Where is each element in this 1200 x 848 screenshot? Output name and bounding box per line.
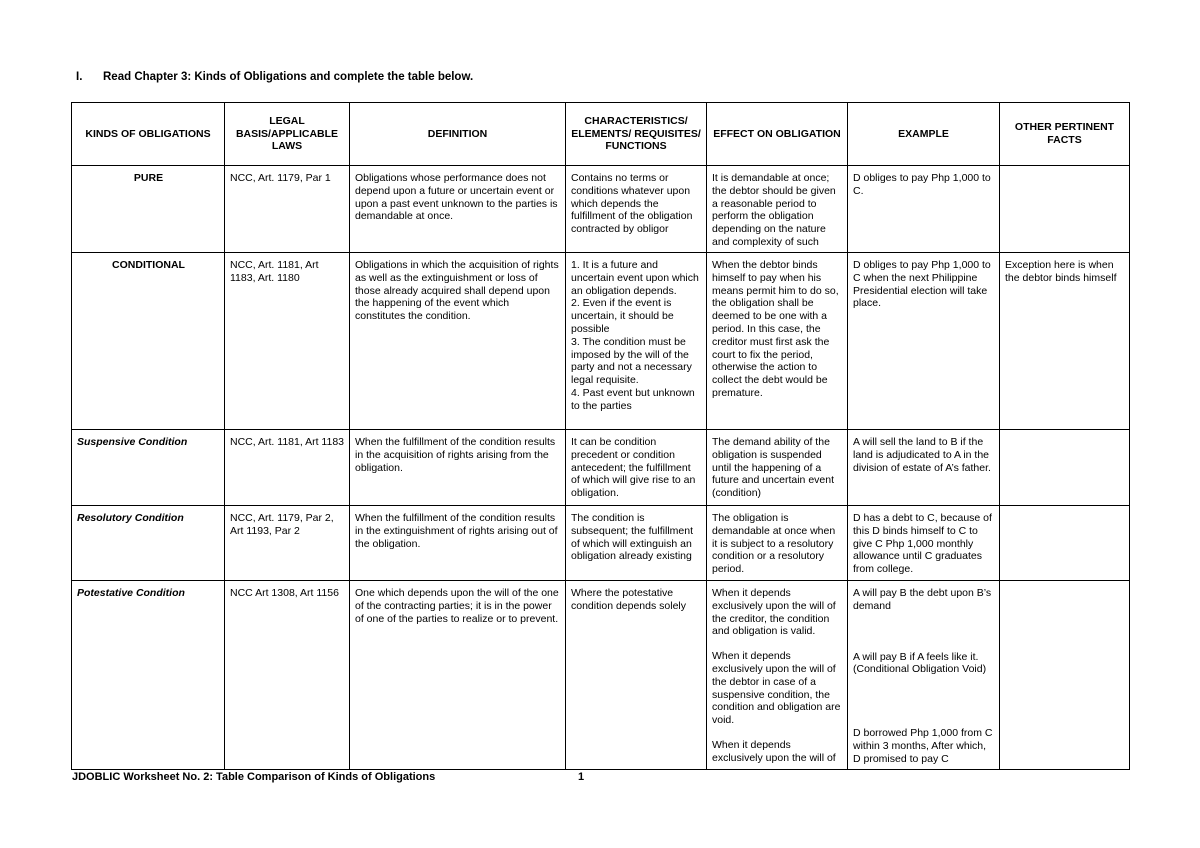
legal-basis-cell: NCC, Art. 1179, Par 2, Art 1193, Par 2 <box>225 506 350 581</box>
definition-cell: One which depends upon the will of the one of the contracting parties; it is in the power of one of the parties to realize or to prevent. <box>350 581 566 770</box>
example-paragraph: D borrowed Php 1,000 from C within 3 months, After which, D promised to pay C <box>853 727 993 765</box>
example-cell: D obliges to pay Php 1,000 to C when the next Philippine Presidential election will take place. <box>848 253 1000 430</box>
example-cell <box>848 581 1000 770</box>
legal-basis-cell: NCC, Art. 1181, Art 1183 <box>225 430 350 506</box>
characteristics-cell: The condition is subsequent; the fulfillment of which will extinguish an obligation already existing <box>566 506 707 581</box>
example-cell: A will sell the land to B if the land is adjudicated to A in the division of estate of A’s father. <box>848 430 1000 506</box>
header-legal-basis: LEGAL BASIS/APPLICABLE LAWS <box>225 103 350 166</box>
header-kinds: KINDS OF OBLIGATIONS <box>72 103 225 166</box>
other-facts-cell: Exception here is when the debtor binds himself <box>1000 253 1130 430</box>
characteristics-cell: 1. It is a future and uncertain event upon which an obligation depends. 2. Even if the event is uncertain, it should be possible 3. The condition must be imposed by the will of the party and not a necessary legal requisite. 4. Past event but unknown to the parties <box>566 253 707 430</box>
kind-cell: PURE <box>72 166 225 253</box>
table-row-suspensive <box>72 430 1130 506</box>
kind-cell: Suspensive Condition <box>72 430 225 506</box>
characteristics-cell: Contains no terms or conditions whatever upon which depends the fulfillment of the obligation contracted by obligor <box>566 166 707 253</box>
effect-cell <box>707 581 848 770</box>
header-characteristics: CHARACTERISTICS/ ELEMENTS/ REQUISITES/ FUNCTIONS <box>566 103 707 166</box>
table-row-conditional <box>72 253 1130 430</box>
example-cell: D has a debt to C, because of this D binds himself to C to give C Php 1,000 monthly allowance until C graduates from college. <box>848 506 1000 581</box>
definition-cell: When the fulfillment of the condition results in the acquisition of rights arising from the obligation. <box>350 430 566 506</box>
other-facts-cell <box>1000 506 1130 581</box>
table-row-potestative <box>72 581 1130 770</box>
effect-cell: It is demandable at once; the debtor should be given a reasonable period to perform the obligation depending on the nature and complexity of such <box>707 166 848 253</box>
page-number: 1 <box>578 771 585 783</box>
effect-cell: When the debtor binds himself to pay when his means permit him to do so, the obligation shall be deemed to be one with a period. In this case, the creditor must first ask the court to fix the period, otherwise the action to collect the debt would be premature. <box>707 253 848 430</box>
header-example: EXAMPLE <box>848 103 1000 166</box>
definition-cell: Obligations whose performance does not depend upon a future or uncertain event or upon a past event unknown to the parties is demandable at once. <box>350 166 566 253</box>
kind-cell: Resolutory Condition <box>72 506 225 581</box>
table-row-pure <box>72 166 1130 253</box>
example-paragraph: A will pay B the debt upon B’s demand <box>853 587 992 612</box>
characteristics-cell: It can be condition precedent or condition antecedent; the fulfillment of which will give rise to an obligation. <box>566 430 707 506</box>
legal-basis-cell: NCC Art 1308, Art 1156 <box>225 581 350 770</box>
legal-basis-cell: NCC, Art. 1181, Art 1183, Art. 1180 <box>225 253 350 430</box>
definition-cell: Obligations in which the acquisition of rights as well as the extinguishment or loss of those already acquired shall depend upon the happening of the event which constitutes the condition. <box>350 253 566 430</box>
kind-cell: CONDITIONAL <box>72 253 225 430</box>
example-paragraph: A will pay B if A feels like it. (Conditional Obligation Void) <box>853 650 987 676</box>
other-facts-cell <box>1000 430 1130 506</box>
header-other-facts: OTHER PERTINENT FACTS <box>1000 103 1130 166</box>
instruction-heading <box>76 71 473 83</box>
legal-basis-cell: NCC, Art. 1179, Par 1 <box>225 166 350 253</box>
effect-paragraph: When it depends exclusively upon the will of the debtor in case of a suspensive condition, the condition and obligation are void. <box>712 650 841 727</box>
heading-number: I. <box>76 71 83 83</box>
effect-cell: The obligation is demandable at once when it is subject to a resolutory condition or a resolutory period. <box>707 506 848 581</box>
other-facts-cell <box>1000 581 1130 770</box>
obligations-table <box>71 102 1130 770</box>
effect-paragraph: When it depends exclusively upon the will of the creditor, the condition and obligation is valid. <box>712 587 836 638</box>
definition-cell: When the fulfillment of the condition results in the extinguishment of rights arising out of the obligation. <box>350 506 566 581</box>
kind-cell: Potestative Condition <box>72 581 225 770</box>
table-row-resolutory <box>72 506 1130 581</box>
footer-title: JDOBLIC Worksheet No. 2: Table Comparison of Kinds of Obligations <box>72 771 436 783</box>
characteristics-cell: Where the potestative condition depends solely <box>566 581 707 770</box>
heading-text: Read Chapter 3: Kinds of Obligations and complete the table below. <box>103 71 474 83</box>
table-header-row <box>72 103 1130 166</box>
header-definition: DEFINITION <box>350 103 566 166</box>
example-cell: D obliges to pay Php 1,000 to C. <box>848 166 1000 253</box>
effect-paragraph: When it depends exclusively upon the will of <box>712 738 836 764</box>
header-effect: EFFECT ON OBLIGATION <box>707 103 848 166</box>
other-facts-cell <box>1000 166 1130 253</box>
effect-cell: The demand ability of the obligation is suspended until the happening of a future and uncertain event (condition) <box>707 430 848 506</box>
